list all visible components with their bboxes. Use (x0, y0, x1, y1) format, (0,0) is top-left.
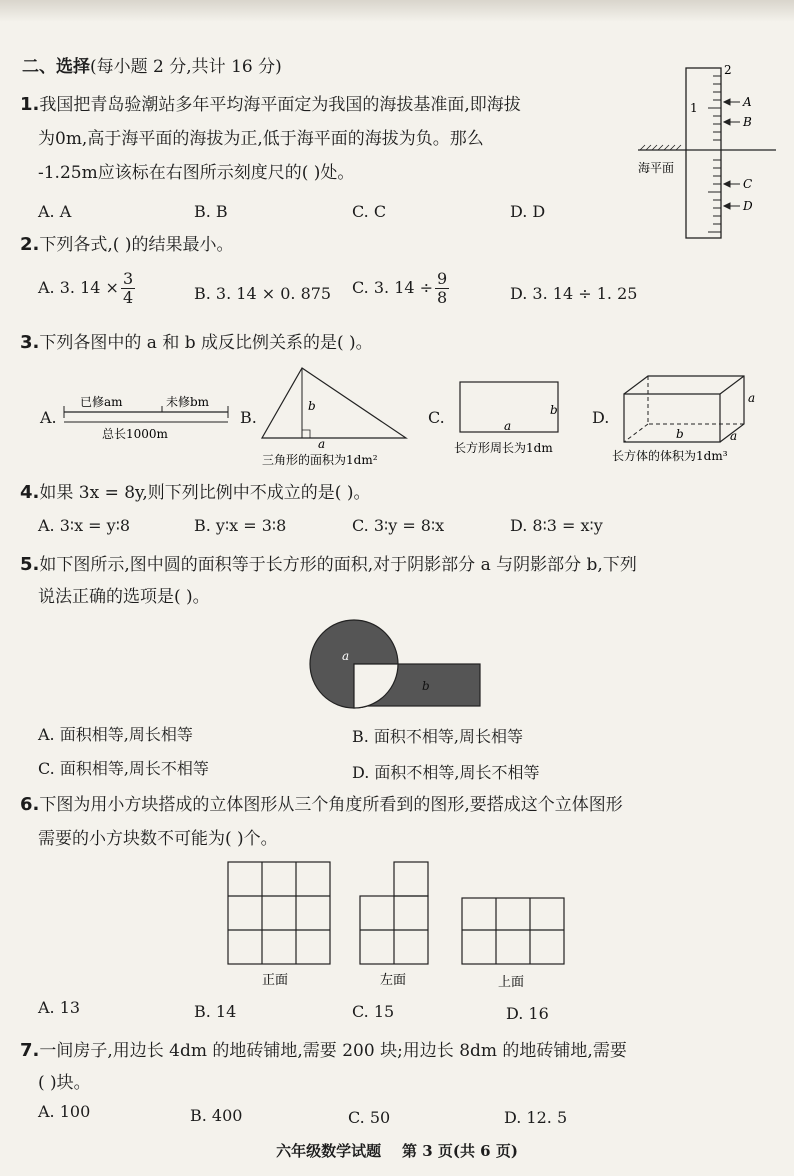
q4-option-a[interactable]: A. 3∶x = y∶8 (38, 516, 131, 535)
q6-view-left-label: 左面 (380, 973, 407, 988)
q2-line: 2.下列各式,( )的结果最小。 (20, 234, 234, 255)
sea-level-label: 海平面 (638, 161, 675, 175)
q7-option-c[interactable]: C. 50 (348, 1108, 391, 1127)
q6-option-c[interactable]: C. 15 (352, 1002, 395, 1021)
q3b-caption: 三角形的面积为1dm² (262, 453, 378, 467)
q2-option-a[interactable]: A. 3. 14 × $\frac{3}{4}$ (38, 269, 134, 307)
q3c-length-label: a (504, 419, 512, 433)
q1-option-c[interactable]: C. C (352, 202, 387, 221)
ruler-label-2: 2 (724, 63, 732, 77)
q3d-caption: 长方体的体积为1dm³ (612, 449, 728, 463)
q6-number: 6. (20, 794, 40, 815)
q2-option-b[interactable]: B. 3. 14 × 0. 875 (194, 284, 332, 303)
section-header (22, 52, 282, 77)
page-top-band (0, 0, 794, 22)
q3-number: 3. (20, 332, 40, 353)
q4-number: 4. (20, 482, 40, 503)
q6-line2: 需要的小方块数不可能为( )个。 (38, 829, 278, 849)
ruler-arrow-a: A (743, 95, 752, 109)
footer-subject: 六年级数学试题 (276, 1142, 382, 1160)
q1-option-a[interactable]: A. A (38, 202, 72, 221)
q6-option-b[interactable]: B. 14 (194, 1002, 237, 1021)
q1-option-b[interactable]: B. B (194, 202, 228, 221)
q3a-todo-label: 未修bm (166, 395, 210, 409)
q4-option-b[interactable]: B. y∶x = 3∶8 (194, 516, 287, 535)
q3c-caption: 长方形周长为1dm (454, 441, 553, 455)
q3a-total-label: 总长1000m (102, 427, 168, 441)
q1-line2: 为0m,高于海平面的海拔为正,低于海平面的海拔为负。那么 (38, 129, 484, 149)
q2-fraction-c: $\frac{9}{8}$ (437, 269, 448, 307)
q2-option-d[interactable]: D. 3. 14 ÷ 1. 25 (510, 284, 638, 303)
ruler-body (686, 68, 721, 238)
q3c-width-label: b (550, 403, 558, 417)
section-scoring: (每小题 2 分,共计 16 分) (90, 57, 282, 77)
footer-page-number: 第 3 页(共 6 页) (401, 1142, 518, 1160)
q4-line: 4.如果 3x = 8y,则下列比例中不成立的是( )。 (20, 482, 371, 503)
q3-figure-b-triangle (256, 364, 416, 474)
q1-line3: -1.25m应该标在右图所示刻度尺的( )处。 (38, 163, 355, 183)
ruler-arrow-b: B (743, 115, 752, 129)
q7-line1: 7.一间房子,用边长 4dm 的地砖铺地,需要 200 块;用边长 8dm 的地砖铺地,需要 (20, 1040, 627, 1061)
q2-number: 2. (20, 234, 40, 255)
q1-option-d[interactable]: D. D (510, 202, 546, 221)
q7-option-a[interactable]: A. 100 (38, 1102, 91, 1121)
q3-option-a-letter[interactable]: A. (40, 408, 57, 427)
q5-line2: 说法正确的选项是( )。 (38, 587, 210, 607)
q2-option-c[interactable]: C. 3. 14 ÷ $\frac{9}{8}$ (352, 269, 448, 307)
q5-number: 5. (20, 554, 40, 575)
q3b-base-label: a (318, 437, 326, 451)
q3d-width-label: a (730, 429, 738, 443)
section-title: 二、选择 (22, 57, 90, 77)
ruler-arrow-c: C (743, 177, 753, 191)
q1-line1: 1.我国把青岛验潮站多年平均海平面定为我国的海拔基准面,即海拔 (20, 94, 521, 115)
q7-option-b[interactable]: B. 400 (190, 1106, 243, 1125)
q5-line1: 5.如下图所示,图中圆的面积等于长方形的面积,对于阴影部分 a 与阴影部分 b,下列 (20, 554, 637, 575)
q6-line1: 6.下图为用小方块搭成的立体图形从三个角度所看到的图形,要搭成这个立体图形 (20, 794, 623, 815)
q3-figure-a-road (58, 390, 236, 442)
q3-line: 3.下列各图中的 a 和 b 成反比例关系的是( )。 (20, 332, 373, 353)
q6-view-top-label: 上面 (498, 975, 525, 990)
q2-fraction-a: $\frac{3}{4}$ (122, 269, 134, 307)
q3-figure-d-cuboid (610, 370, 770, 466)
q6-view-front-label: 正面 (262, 973, 289, 988)
q6-option-d[interactable]: D. 16 (506, 1004, 549, 1023)
q5-option-d[interactable]: D. 面积不相等,周长不相等 (352, 763, 540, 782)
q3-option-b-letter[interactable]: B. (240, 408, 257, 427)
q5-option-c[interactable]: C. 面积相等,周长不相等 (38, 759, 209, 778)
ruler-label-1: 1 (690, 101, 698, 115)
ruler-arrow-d: D (743, 199, 753, 213)
q4-option-c[interactable]: C. 3∶y = 8∶x (352, 516, 445, 535)
q7-number: 7. (20, 1040, 40, 1061)
q3a-done-label: 已修am (80, 395, 123, 409)
page-footer (0, 1140, 794, 1161)
q7-line2: ( )块。 (38, 1073, 91, 1093)
q5-option-a[interactable]: A. 面积相等,周长相等 (38, 725, 193, 744)
q5-circle-rectangle-figure (306, 616, 486, 716)
q3-figure-c-rectangle (448, 376, 574, 460)
q5-shade-b-label: b (422, 679, 430, 693)
q1-number: 1. (20, 94, 40, 115)
q6-option-a[interactable]: A. 13 (38, 998, 81, 1017)
q3-option-d-letter[interactable]: D. (592, 408, 610, 427)
q7-option-d[interactable]: D. 12. 5 (504, 1108, 568, 1127)
q5-option-b[interactable]: B. 面积不相等,周长相等 (352, 727, 524, 746)
q3d-length-label: b (676, 427, 684, 441)
q6-three-views-figure (222, 858, 572, 994)
q3d-height-label: a (748, 391, 756, 405)
q3-option-c-letter[interactable]: C. (428, 408, 445, 427)
q3b-height-label: b (308, 399, 316, 413)
ruler-figure (636, 60, 776, 246)
q4-option-d[interactable]: D. 8∶3 = x∶y (510, 516, 603, 535)
q5-shade-a-label: a (342, 649, 350, 663)
